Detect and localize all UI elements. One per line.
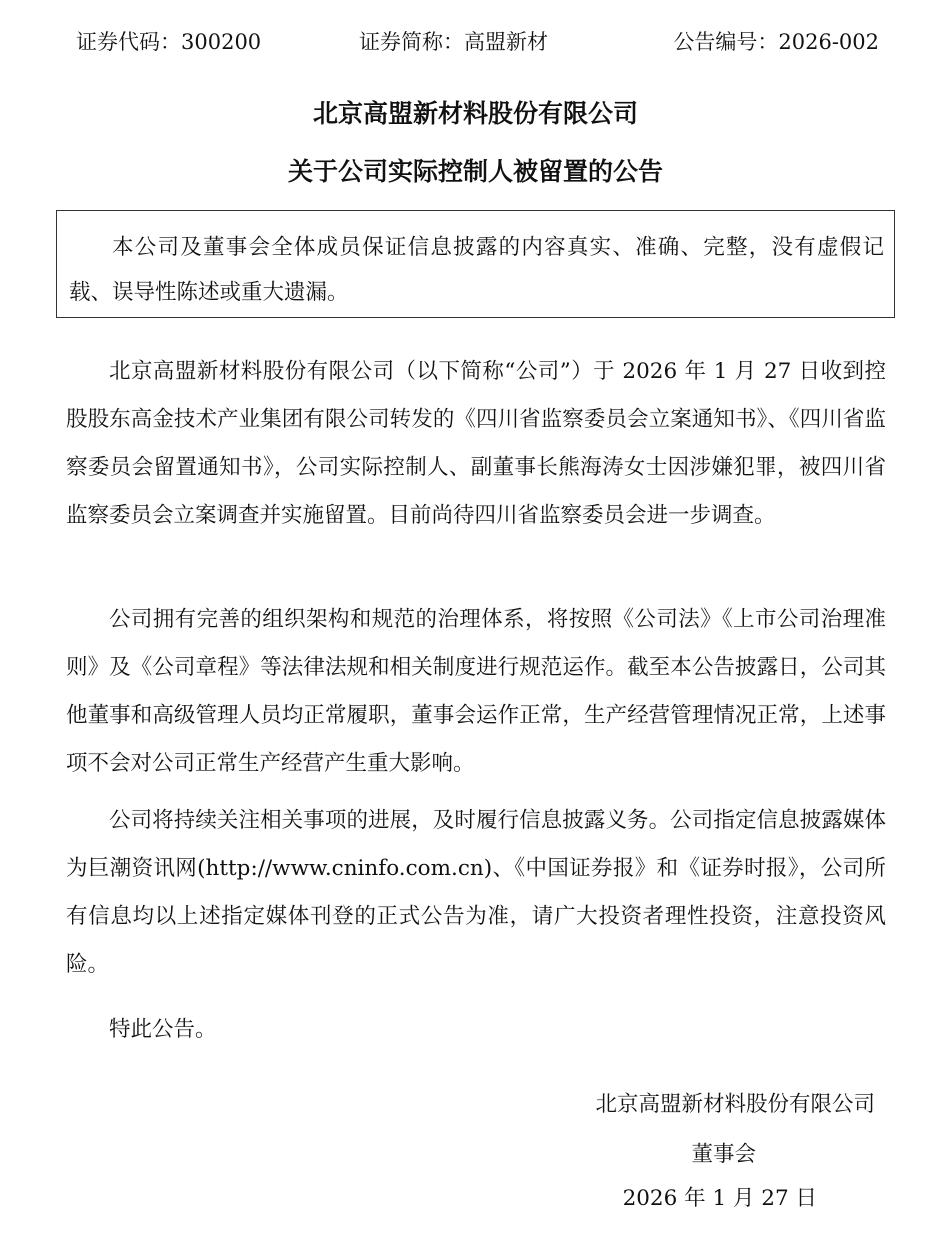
disclaimer-text: 本公司及董事会全体成员保证信息披露的内容真实、准确、完整，没有虚假记载、误导性陈述或重大遗漏。	[69, 235, 884, 305]
stock-code: 证券代码：300200	[76, 30, 262, 54]
announcement-title: 关于公司实际控制人被留置的公告	[287, 157, 663, 186]
paragraph-closing: 特此公告。	[109, 1017, 217, 1042]
signature-date: 2026 年 1 月 27 日	[622, 1186, 817, 1211]
paragraph-governance: 公司拥有完善的组织架构和规范的治理体系，将按照《公司法》《上市公司治理准则》及《公司章程》等法律法规和相关制度进行规范运作。截至本公告披露日，公司其他董事和高级管理人员均正常履职，董事会运作正常，生产经营管理情况正常，上述事项不会对公司正常生产经营产生重大影响。	[66, 607, 886, 776]
signature-company: 北京高盟新材料股份有限公司	[595, 1092, 875, 1117]
paragraph-detention: 北京高盟新材料股份有限公司（以下简称“公司”）于 2026 年 1 月 27 日收到控股股东高金技术产业集团有限公司转发的《四川省监察委员会立案通知书》、《四川省监察委员会留置通知书》，公司实际控制人、副董事长熊海涛女士因涉嫌犯罪，被四川省监察委员会立案调查并实施留置。目前尚待四川省监察委员会进一步调查。	[66, 359, 886, 528]
document-header	[76, 22, 879, 62]
notice-number: 公告编号：2026-002	[673, 30, 879, 54]
paragraph-disclosure: 公司将持续关注相关事项的进展，及时履行信息披露义务。公司指定信息披露媒体为巨潮资讯网(http://www.cninfo.com.cn)、《中国证券报》和《证券时报》，公司所有信息均以上述指定媒体刊登的正式公告为准，请广大投资者理性投资，注意投资风险。	[66, 808, 886, 977]
disclaimer-box	[56, 210, 895, 318]
signature-board: 董事会	[691, 1142, 756, 1167]
stock-short-name: 证券简称：高盟新材	[359, 30, 548, 54]
company-title: 北京高盟新材料股份有限公司	[312, 99, 638, 128]
